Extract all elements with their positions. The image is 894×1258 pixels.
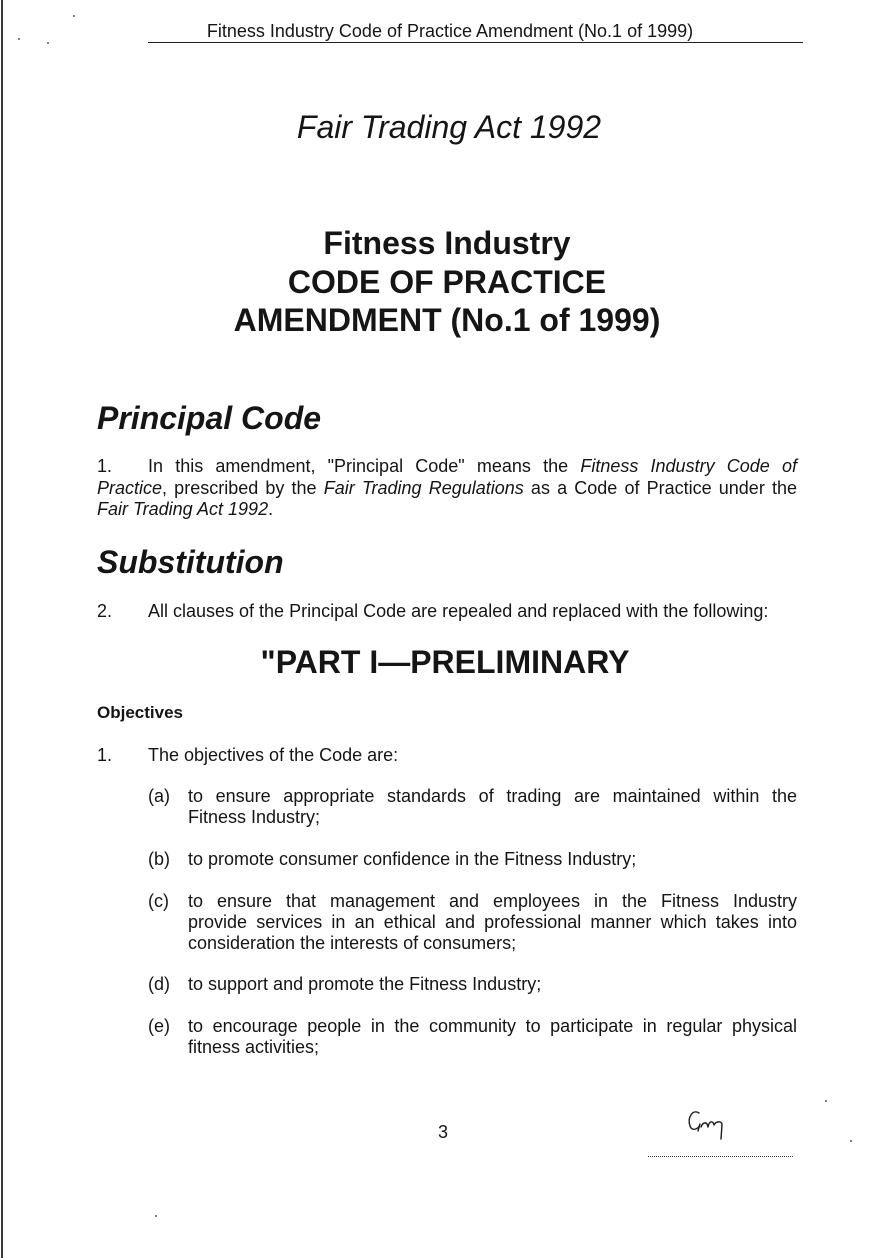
- item-label: (a): [148, 786, 170, 806]
- paragraph-text-italic: Fair Trading Regulations: [323, 477, 524, 498]
- item-text: [188, 974, 797, 995]
- item-line: consideration the interests of consumers;: [188, 933, 517, 953]
- substitution-paragraph: [97, 601, 797, 622]
- item-line: provide services in an ethical and professional manner which takes into: [188, 912, 797, 932]
- scan-speck: [18, 38, 20, 40]
- objectives-heading: Objectives: [97, 703, 183, 722]
- document-title: [0, 224, 894, 340]
- item-line: Fitness Industry;: [188, 807, 321, 827]
- objective-item-e: [148, 1016, 797, 1058]
- item-line: to support and promote the Fitness Industry;: [188, 974, 542, 994]
- page-number: 3: [437, 1122, 448, 1142]
- item-text: [188, 786, 797, 828]
- title-line-2: CODE OF PRACTICE: [287, 263, 607, 300]
- paragraph-text: , prescribed by the: [162, 477, 324, 498]
- running-header: Fitness Industry Code of Practice Amendment (No.1 of 1999): [206, 21, 694, 41]
- clause-number: 1.: [97, 745, 113, 765]
- paragraph-text: .: [268, 499, 274, 519]
- objective-item-a: [148, 786, 797, 828]
- paragraph-line: [97, 456, 797, 478]
- scan-speck: [73, 15, 75, 17]
- item-line: fitness activities;: [188, 1037, 320, 1057]
- substitution-heading: Substitution: [97, 544, 284, 580]
- principal-code-heading: Principal Code: [97, 400, 322, 436]
- item-line: to ensure appropriate standards of trading are maintained within the: [188, 786, 797, 806]
- item-line: to promote consumer confidence in the Fitness Industry;: [188, 849, 637, 869]
- item-line: to ensure that management and employees in the Fitness Industry: [188, 891, 797, 911]
- item-label: (e): [148, 1016, 170, 1036]
- objective-item-b: [148, 849, 797, 870]
- principal-code-paragraph: [97, 456, 797, 521]
- paragraph-text: All clauses of the Principal Code are repealed and replaced with the following:: [148, 601, 769, 621]
- paragraph-text-italic: Fair Trading Act 1992: [97, 499, 269, 519]
- title-line-3: AMENDMENT (No.1 of 1999): [233, 302, 661, 338]
- header-rule: [148, 42, 803, 43]
- scan-speck: [155, 1215, 157, 1217]
- objectives-intro: [97, 745, 797, 766]
- paragraph-line: [97, 499, 797, 521]
- objective-item-c: [148, 891, 797, 954]
- scan-edge-line: [1, 0, 3, 1258]
- item-label: (b): [148, 849, 170, 869]
- title-line-1: Fitness Industry: [323, 225, 571, 261]
- paragraph-line: [97, 478, 797, 500]
- objective-item-d: [148, 974, 797, 995]
- item-line: to encourage people in the community to participate in regular physical: [188, 1016, 797, 1036]
- scan-speck: [47, 42, 49, 44]
- paragraph-text: The objectives of the Code are:: [148, 745, 399, 765]
- item-text: [188, 1016, 797, 1058]
- act-title: Fair Trading Act 1992: [296, 109, 602, 145]
- clause-number: 1.: [97, 456, 113, 476]
- paragraph-text: as a Code of Practice under the: [523, 477, 797, 498]
- signature-line: [648, 1156, 793, 1157]
- item-text: [188, 891, 797, 954]
- clause-number: 2.: [97, 601, 113, 621]
- paragraph-text-italic: Practice: [97, 477, 163, 498]
- item-label: (d): [148, 974, 170, 994]
- part-heading: "PART I—PRELIMINARY: [260, 644, 630, 680]
- item-label: (c): [148, 891, 169, 911]
- paragraph-text: In this amendment, "Principal Code" means the: [148, 456, 581, 476]
- item-text: [188, 849, 797, 870]
- initials-signature: [680, 1106, 730, 1148]
- scan-speck: [825, 1100, 827, 1102]
- paragraph-text-italic: Fitness Industry Code of: [580, 456, 797, 476]
